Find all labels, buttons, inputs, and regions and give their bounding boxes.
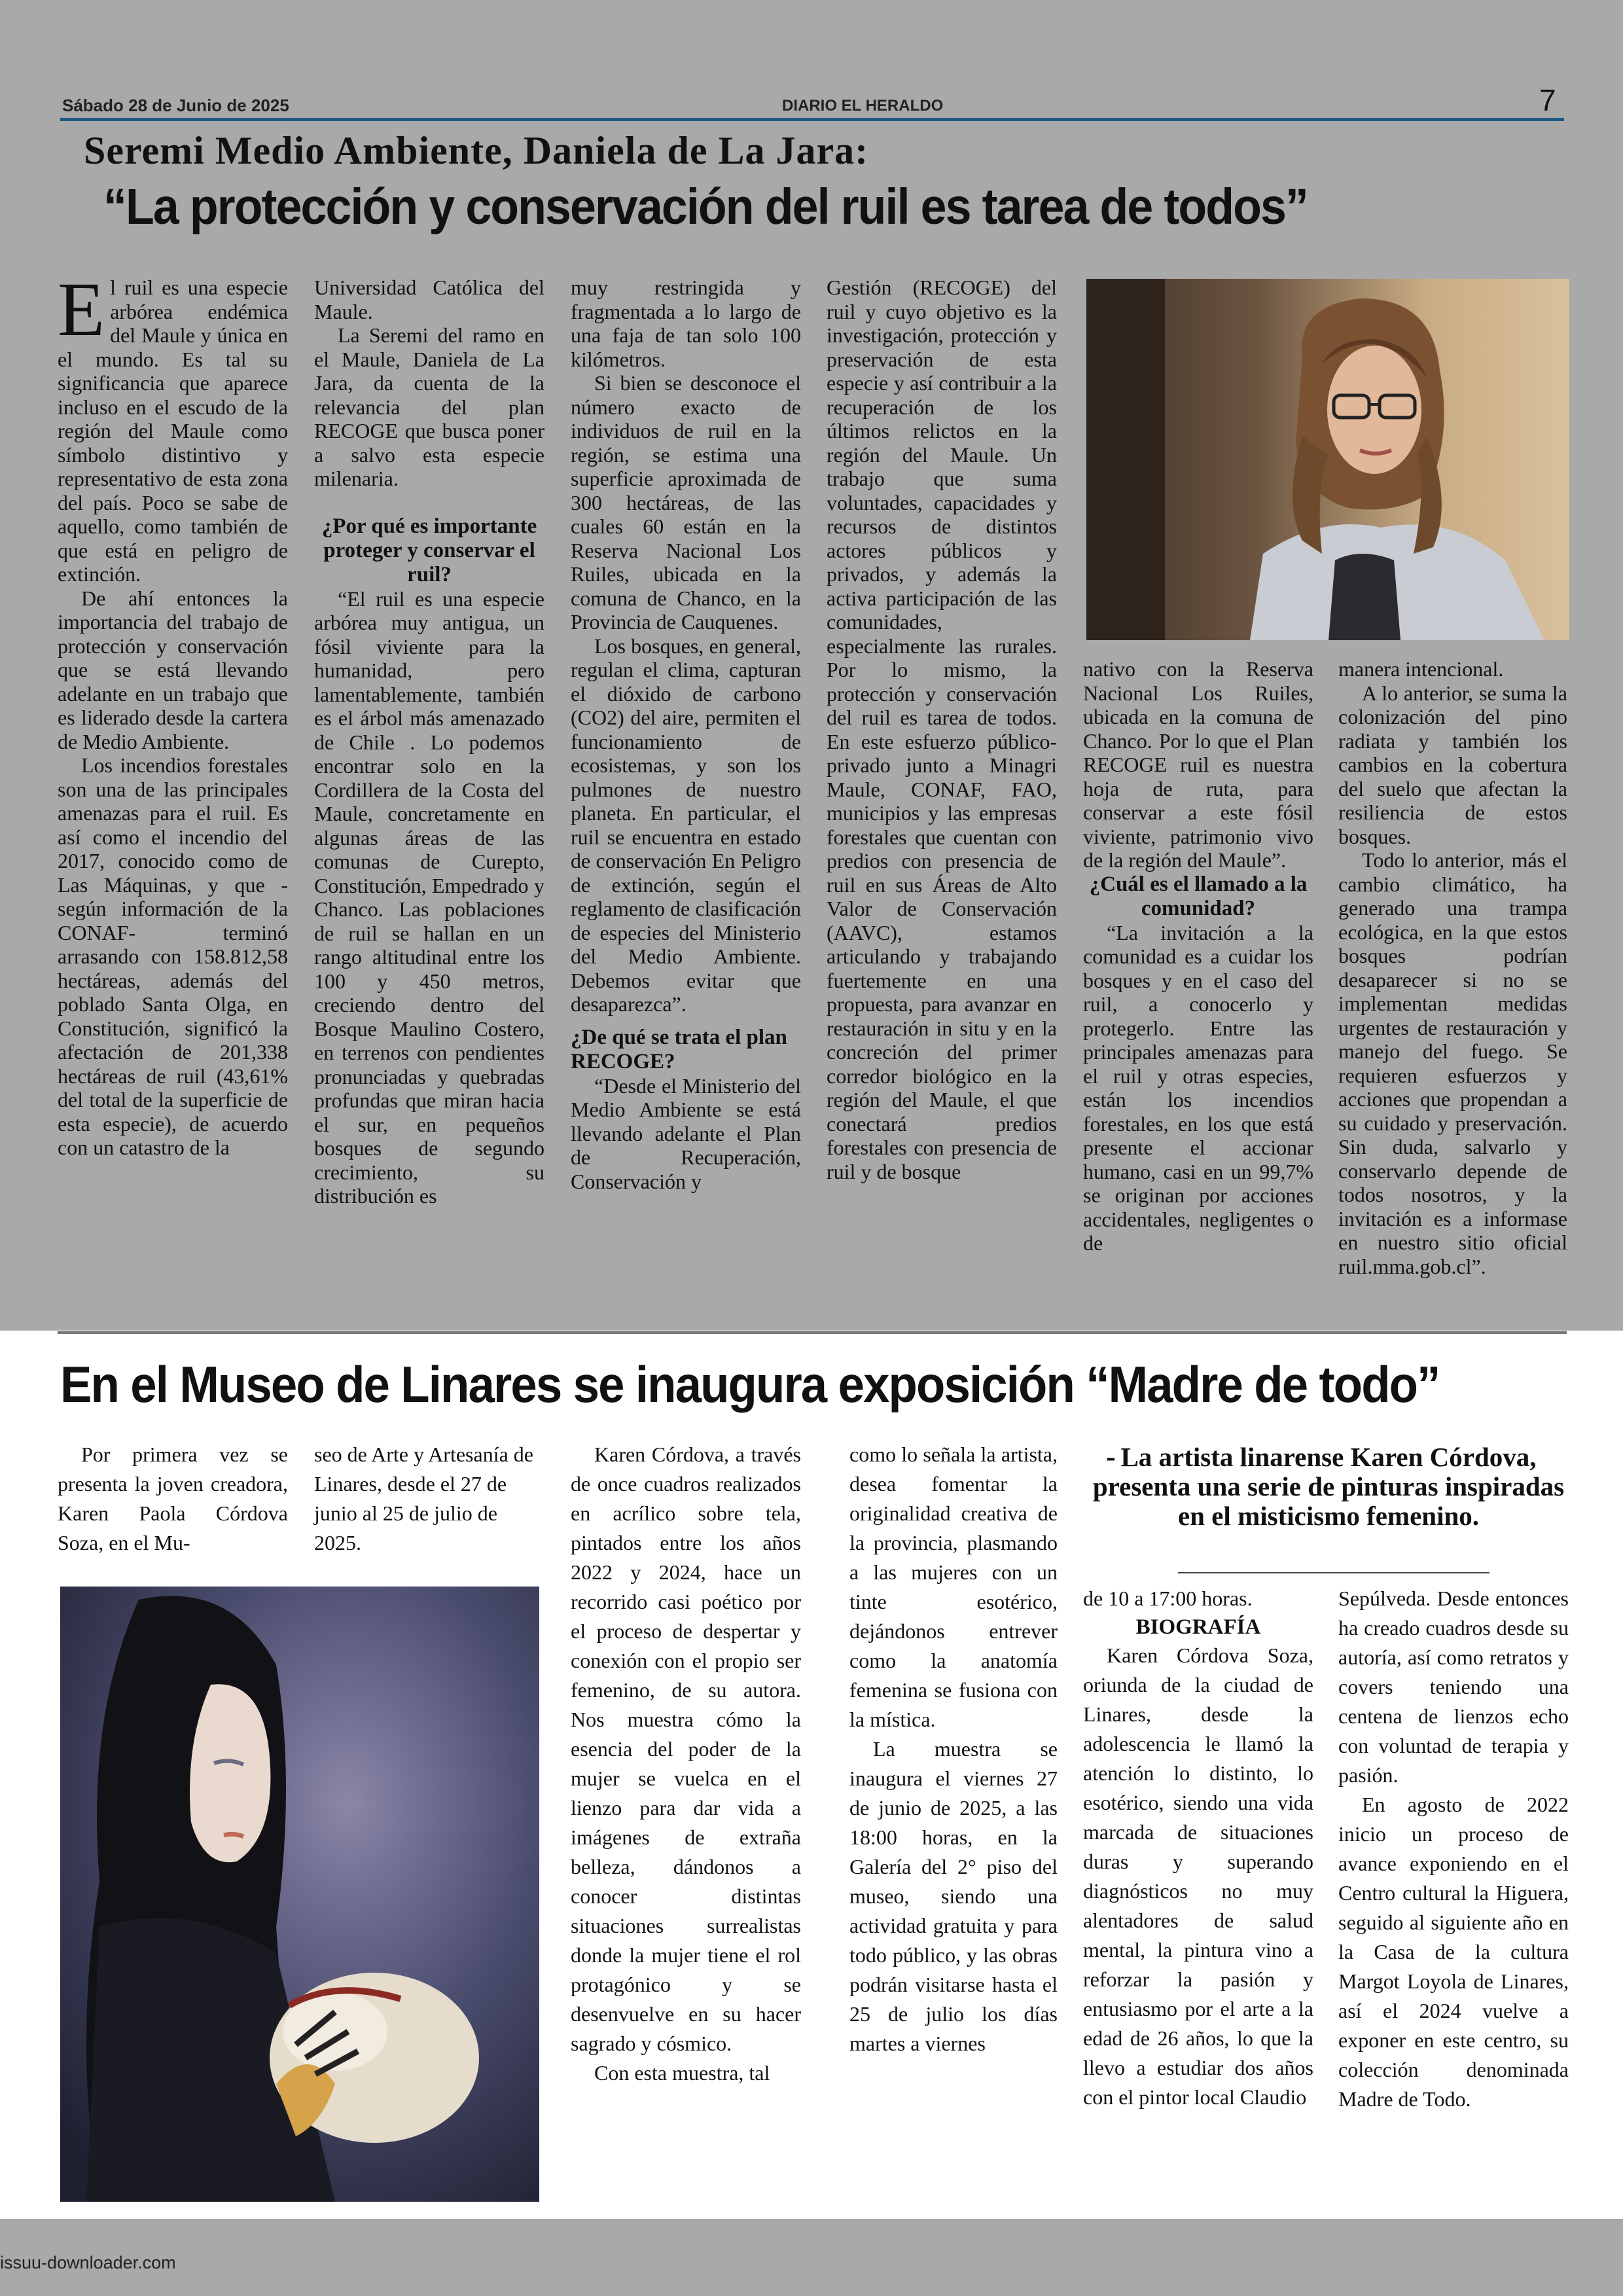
paragraph: muy restringida y fragmentada a lo largo de una faja de tan solo 100 kilómetros. [571,276,801,371]
article2-subhead: La artista linarense Karen Córdova, presenta una serie de pinturas inspiradas en el misticismo femenino. [1092,1442,1565,1531]
article1-column-2 [314,276,544,1208]
paragraph: De ahí entonces la importancia del trabajo de protección y conservación que se está llevando adelante en un trabajo que es liderado desde la cartera de Medio Ambiente. [58,586,288,753]
article1-column-3 [571,276,801,1193]
subheading: ¿Cuál es el llamado a la comunidad? [1089,872,1308,920]
paragraph: de 10 a 17:00 horas. [1083,1587,1253,1610]
paragraph: “El ruil es una especie arbórea muy antigua, un fósil viviente para la humanidad, pero lamentablemente, también es el árbol más amenazado de Chile . Lo podemos encontrar solo en la Cordillera de la Costa del Maule, concretamente en algunas áreas de las comunas de Curepto, Constitución, Empedrado y Chanco. Las poblaciones de ruil se hallan en un rango altitudinal entre los 100 y 450 metros, creciendo dentro del Bosque Maulino Costero, en terrenos con pendientes pronunciadas y quebradas profundas que miran hacia el sur, en pequeños bosques de segundo crecimiento, su distribución es [314,586,544,1208]
article1-column-4 [827,276,1057,1183]
article1-column-5 [1083,657,1313,1255]
page-number: 7 [1539,83,1556,117]
portrait-photo [1086,279,1569,640]
paragraph: “La invitación a la comunidad es a cuidar los bosques y en el caso del ruil, a conocerlo y protegerlo. Entre las principales amenazas para el ruil y otras especies, están los incendios forestales, en los que está presente el accionar humano, casi en un 99,7% se originan por acciones accidentales, negligentes o de [1083,920,1313,1255]
paragraph: Sepúlveda. Desde entonces ha creado cuadros desde su autoría, así como retratos y covers teniendo una centena de lienzos echo con voluntad de terapia y pasión. [1338,1587,1569,1787]
article2-column-1 [58,1440,288,1558]
article2-column-4 [849,1440,1058,2058]
issue-date: Sábado 28 de Junio de 2025 [62,96,289,115]
header-rule [60,118,1564,121]
paragraph: Karen Córdova, a través de once cuadros realizados en acrílico sobre tela, pintados entre los años 2022 y 2024, hace un recorrido casi poético por el proceso de despertar y conexión con el propio ser femenino, de su autora. Nos muestra cómo la esencia del poder de la mujer se vuelca en el lienzo para dar vida a imágenes de extraña belleza, dándonos a conocer distintas situaciones surrealistas donde la mujer tiene el rol protagónico y se desenvuelve en su hacer sagrado y cósmico. [571,1443,801,2055]
article2-column-5 [1083,1584,1313,2112]
drop-cap: E [58,266,105,352]
painting-illustration [60,1587,539,2202]
paragraph: Los incendios forestales son una de las principales amenazas para el ruil. Es así como el incendio del 2017, conocido como de Las Máquinas, y que -según información de la CONAF- terminó arrasando con 158.812,58 hectáreas, además del poblado Santa Olga, en Constitución, significó la afectación de 201,338 hectáreas de ruil (43,61% del total de la superficie de esta especie), de acuerdo con un catastro de la [58,753,288,1159]
paragraph: seo de Arte y Artesanía de Linares, desde el 27 de junio al 25 de julio de 2025. [314,1443,533,1554]
newspaper-name: DIARIO EL HERALDO [782,97,944,115]
article2-headline: En el Museo de Linares se inaugura exposición “Madre de todo” [60,1355,1440,1413]
paragraph: En agosto de 2022 inicio un proceso de avance exponiendo en el Centro cultural la Higuera, seguido al siguiente año en la Casa de la cultura Margot Loyola de Linares, así el 2024 vuelve a exponer en este centro, su colección denominada Madre de Todo. [1338,1793,1569,2111]
article1-column-6 [1338,657,1567,1278]
paragraph: Todo lo anterior, más el cambio climático, ha generado una trampa ecológica, en la que estos bosques podrían desaparecer si no se implementan medidas urgentes de restauración y manejo del fuego. Se requieren esfuerzos y acciones que propendan a su cuidado y preservación. Sin duda, salvarlo y conservarlo depende de todos nosotros, y la invitación es a informase en nuestro sitio oficial ruil.mma.gob.cl”. [1338,848,1567,1278]
painting-image [60,1587,539,2202]
subhead-rule [1178,1572,1489,1573]
section-divider [58,1331,1567,1334]
article2-column-2 [314,1440,544,1558]
paragraph: La Seremi del ramo en el Maule, Daniela de La Jara, da cuenta de la relevancia del plan RECOGE que busca poner a salvo esta especie milenaria. [314,323,544,490]
article1-headline: “La protección y conservación del ruil es tarea de todos” [103,179,1308,235]
article2-column-6 [1338,1584,1569,2114]
paragraph: Los bosques, en general, regulan el clima, capturan el dióxido de carbono (CO2) del aire, permiten el funcionamiento de ecosistemas, y son los pulmones de nuestro planeta. En particular, el ruil se encuentra en estado de conservación En Peligro de extinción, según el reglamento de clasificación de especies del Ministerio del Medio Ambiente. Debemos evitar que desaparezca”. [571,634,801,1016]
paragraph: Por primera vez se presenta la joven creadora, Karen Paola Córdova Soza, en el Mu- [58,1443,288,1554]
portrait-illustration [1086,279,1569,640]
paragraph: manera intencional. [1338,657,1504,681]
paragraph: Si bien se desconoce el número exacto de individuos de ruil en la región, se estima una superficie aproximada de 300 hectáreas, de las cuales 60 están en la Reserva Nacional Los Ruiles, ubicada en la comuna de Chanco, en la Provincia de Cauquenes. [571,371,801,634]
paragraph: Gestión (RECOGE) del ruil y cuyo objetivo es la investigación, protección y preservación de esta especie y así contribuir a la recuperación de los últimos relictos en la región del Maule. Un trabajo que suma voluntades, capacidades y recursos de distintos actores públicos y privados, y además la activa participación de las comunidades, especialmente las rurales. Por lo mismo, la protección y conservación del ruil es tarea de todos. En este esfuerzo público-privado junto a Minagri Maule, CONAF, FAO, municipios y las empresas forestales que cuentan con predios con presencia de ruil en sus Áreas de Alto Valor de Conservación (AAVC), estamos articulando y trabajando fuertemente en una propuesta, para avanzar en restauración in situ y en la concreción del primer corredor biológico en la región del Maule, el que conectará predios forestales con presencia de ruil y de bosque [827,276,1057,1183]
subheading: ¿Por qué es importante proteger y conservar el ruil? [321,514,537,586]
paragraph: nativo con la Reserva Nacional Los Ruiles, ubicada en la comuna de Chanco. Por lo que el Plan RECOGE ruil es nuestra hoja de ruta, para conservar a este fósil viviente, patrimonio vivo de la región del Maule”. [1083,657,1313,872]
paragraph: “Desde el Ministerio del Medio Ambiente se está llevando adelante el Plan de Recuperación, Conservación y [571,1073,801,1193]
paragraph: l ruil es una especie arbórea endémica del Maule y única en el mundo. Es tal su significancia que aparece incluso en el escudo de la región del Maule como símbolo distintivo y representativo de esta zona del país. Poco se sabe de aquello, como también de que está en peligro de extinción. [58,276,288,586]
paragraph: A lo anterior, se suma la colonización del pino radiata y también los cambios en la cobertura del suelo que afectan la resiliencia de estos bosques. [1338,681,1567,848]
paragraph: Universidad Católica del Maule. [314,276,544,323]
subhead-dash: - [1106,1441,1116,1473]
subheading: ¿De qué se trata el plan RECOGE? [571,1025,787,1073]
article1-kicker: Seremi Medio Ambiente, Daniela de La Jara: [84,129,869,172]
article2-column-3 [571,1440,801,2088]
biography-heading: BIOGRAFÍA [1135,1615,1261,1639]
paragraph: Karen Córdova Soza, oriunda de la ciudad de Linares, desde la adolescencia le llamó la atención lo distinto, lo esotérico, siendo una vida marcada de situaciones duras y superando diagnósticos no muy alentadores de salud mental, la pintura vino a reforzar la pasión y entusiasmo por el arte a la edad de 26 años, lo que la llevo a estudiar dos años con el pintor local Claudio [1083,1643,1313,2109]
article1-column-1 [58,266,288,1160]
paragraph: como lo señala la artista, desea fomentar la originalidad creativa de la provincia, plasmando a las mujeres con un tinte esotérico, dejándonos entrever como la anatomía femenina se fusiona con la mística. [849,1443,1058,1731]
watermark-link[interactable]: issuu-downloader.com [0,2253,176,2272]
paragraph: La muestra se inaugura el viernes 27 de junio de 2025, a las 18:00 horas, en la Galería del 2° piso del museo, siendo una actividad gratuita y para todo público, y las obras podrán visitarse hasta el 25 de julio los días martes a viernes [849,1737,1058,2055]
paragraph: Con esta muestra, tal [594,2061,770,2085]
